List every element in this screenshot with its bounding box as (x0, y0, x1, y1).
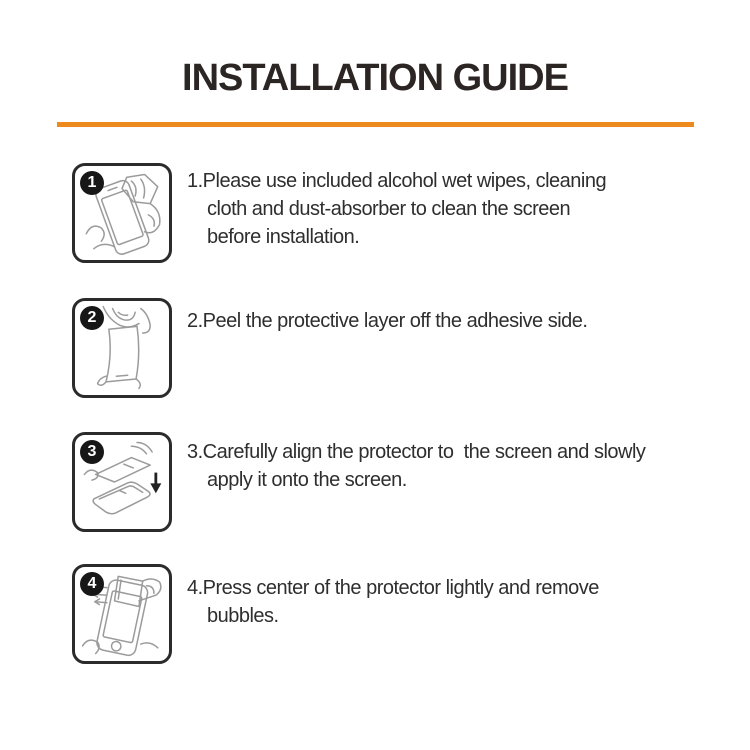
step-3-line-2: apply it onto the screen. (207, 469, 407, 491)
protective-film (98, 326, 141, 388)
step-4-text (187, 574, 599, 630)
step-4-illustration (72, 564, 172, 664)
step-1-line-3: before installation. (207, 226, 360, 248)
down-arrow-icon (151, 473, 160, 493)
step-2-number-badge: 2 (80, 306, 104, 330)
step-1-text (187, 167, 606, 251)
step-2-line-1: 2.Peel the protective layer off the adhesive side. (187, 310, 588, 332)
step-2-illustration (72, 298, 172, 398)
step-4-line-2: bubbles. (207, 605, 279, 627)
step-1-line-1: 1.Please use included alcohol wet wipes, cleaning (187, 170, 607, 192)
step-4-line-1: 4.Press center of the protector lightly and remove (187, 577, 599, 599)
step-1-illustration (72, 163, 172, 263)
protector-sheet (96, 458, 151, 482)
step-3-illustration (72, 432, 172, 532)
step-3-line-1: 3.Carefully align the protector to the screen and slowly (187, 441, 646, 463)
step-1-number-badge: 1 (80, 171, 104, 195)
step-1-line-2: cloth and dust-absorber to clean the screen (207, 198, 571, 220)
step-2-row (72, 298, 587, 398)
phone-below (93, 482, 150, 514)
step-4-row (72, 564, 599, 664)
step-3-text (187, 438, 645, 494)
step-1-row (72, 163, 606, 263)
step-4-number-badge: 4 (80, 572, 104, 596)
page-title: INSTALLATION GUIDE (182, 57, 568, 99)
cleaning-cloth (122, 174, 158, 203)
step-3-number-badge: 3 (80, 440, 104, 464)
step-3-row (72, 432, 645, 532)
accent-divider (57, 122, 694, 127)
step-2-text (187, 307, 587, 335)
